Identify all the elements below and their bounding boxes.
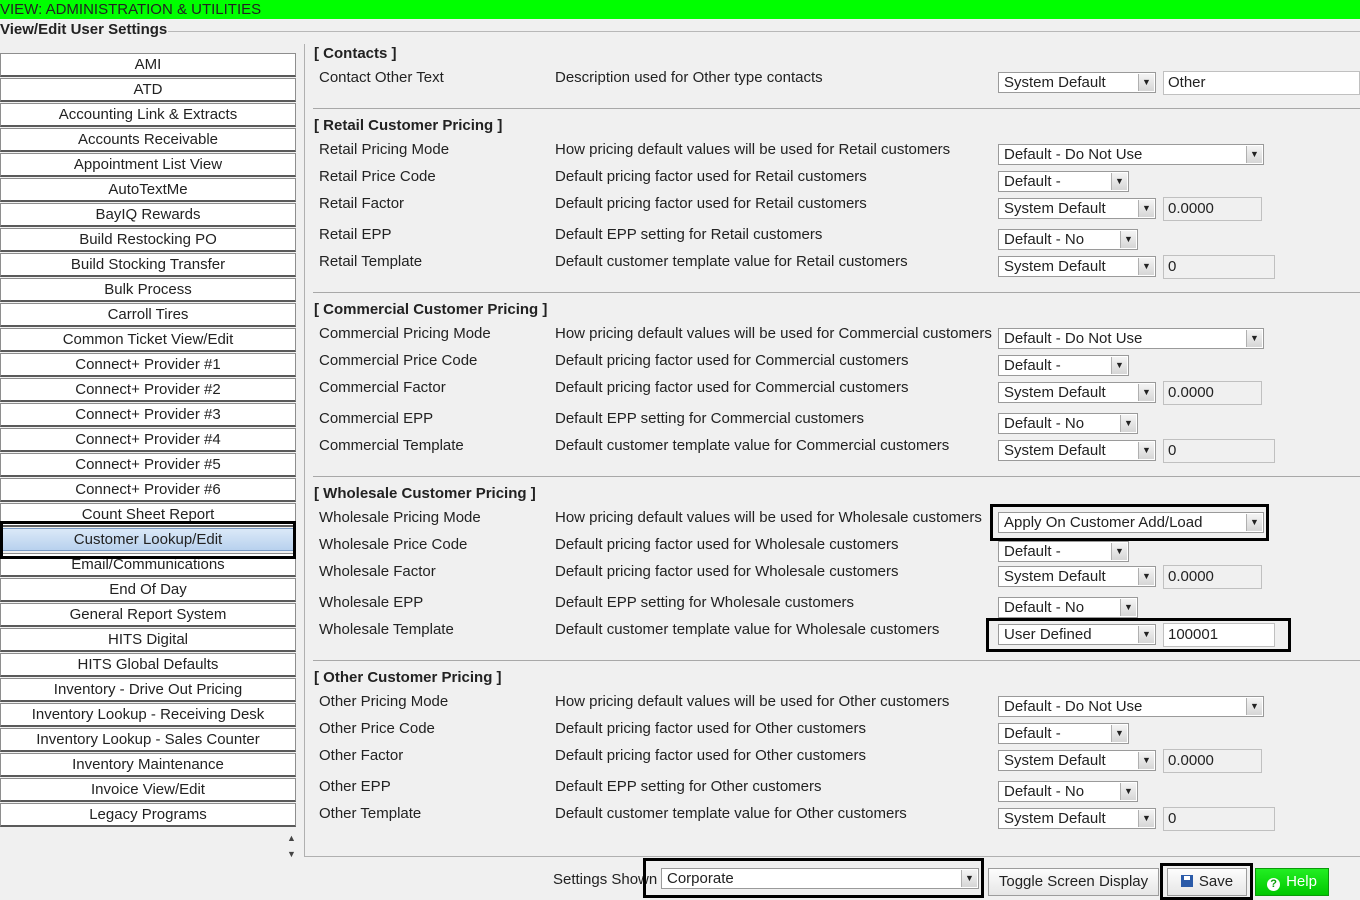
setting-label: Wholesale Template bbox=[319, 621, 454, 638]
other-factor-input[interactable]: 0.0000 bbox=[1163, 749, 1262, 773]
menu-item[interactable]: Inventory Lookup - Receiving Desk bbox=[0, 703, 296, 727]
menu-item[interactable]: Invoice View/Edit bbox=[0, 778, 296, 802]
setting-label: Commercial Template bbox=[319, 437, 464, 454]
setting-label: Commercial Price Code bbox=[319, 352, 478, 369]
wholesale-pricing-mode-select[interactable]: Apply On Customer Add/Load ▼ bbox=[998, 512, 1264, 533]
commercial-price-code-select[interactable]: Default - ▼ bbox=[998, 355, 1129, 376]
menu-item[interactable]: Inventory Maintenance bbox=[0, 753, 296, 777]
chevron-down-icon: ▼ bbox=[1120, 415, 1136, 432]
settings-shown-highlight bbox=[643, 858, 984, 898]
wholesale-factor-select[interactable]: System Default ▼ bbox=[998, 566, 1156, 587]
setting-label: Other Template bbox=[319, 805, 422, 822]
commercial-template-select[interactable]: System Default ▼ bbox=[998, 440, 1156, 461]
menu-item[interactable]: Connect+ Provider #4 bbox=[0, 428, 296, 452]
setting-description: Default EPP setting for Other customers bbox=[555, 778, 822, 795]
section-title-other: [ Other Customer Pricing ] bbox=[314, 669, 502, 686]
menu-item[interactable]: ATD bbox=[0, 78, 296, 102]
setting-description: Default pricing factor used for Other customers bbox=[555, 747, 866, 764]
setting-description: Default EPP setting for Retail customers bbox=[555, 226, 823, 243]
other-pricing-mode-select[interactable]: Default - Do Not Use ▼ bbox=[998, 696, 1264, 717]
retail-factor-input[interactable]: 0.0000 bbox=[1163, 197, 1262, 221]
section-title-retail: [ Retail Customer Pricing ] bbox=[314, 117, 503, 134]
help-button-label: Help bbox=[1286, 873, 1317, 890]
setting-description: Default pricing factor used for Commercial customers bbox=[555, 379, 909, 396]
other-price-code-select[interactable]: Default - ▼ bbox=[998, 723, 1129, 744]
setting-description: How pricing default values will be used for Other customers bbox=[555, 693, 950, 710]
menu-item[interactable]: Connect+ Provider #5 bbox=[0, 453, 296, 477]
section-title-commercial: [ Commercial Customer Pricing ] bbox=[314, 301, 548, 318]
chevron-down-icon: ▼ bbox=[1246, 330, 1262, 347]
menu-item[interactable]: BayIQ Rewards bbox=[0, 203, 296, 227]
setting-label: Other Pricing Mode bbox=[319, 693, 449, 710]
menu-item[interactable]: Inventory Lookup - Sales Counter bbox=[0, 728, 296, 752]
retail-template-select[interactable]: System Default ▼ bbox=[998, 256, 1156, 277]
chevron-down-icon: ▼ bbox=[1246, 698, 1262, 715]
setting-label: Retail Pricing Mode bbox=[319, 141, 450, 158]
setting-description: Default customer template value for Other customers bbox=[555, 805, 907, 822]
chevron-down-icon: ▼ bbox=[1138, 626, 1154, 643]
contact-other-text-input[interactable]: Other bbox=[1163, 71, 1360, 95]
setting-description: How pricing default values will be used for Retail customers bbox=[555, 141, 951, 158]
chevron-down-icon: ▼ bbox=[1138, 200, 1154, 217]
menu-item[interactable]: Carroll Tires bbox=[0, 303, 296, 327]
menu-item[interactable]: Accounts Receivable bbox=[0, 128, 296, 152]
menu-item[interactable]: HITS Global Defaults bbox=[0, 653, 296, 677]
menu-item[interactable]: Build Restocking PO bbox=[0, 228, 296, 252]
chevron-down-icon: ▼ bbox=[1111, 357, 1127, 374]
menu-item[interactable]: HITS Digital bbox=[0, 628, 296, 652]
contact-other-text-select[interactable]: System Default ▼ bbox=[998, 72, 1156, 93]
save-button-label: Save bbox=[1198, 873, 1234, 890]
setting-label: Wholesale Factor bbox=[319, 563, 436, 580]
section-divider bbox=[313, 292, 1360, 293]
help-icon: ? bbox=[1267, 878, 1280, 891]
chevron-down-icon: ▼ bbox=[1246, 146, 1262, 163]
setting-description: Default pricing factor used for Wholesale customers bbox=[555, 536, 899, 553]
chevron-down-icon: ▼ bbox=[1120, 783, 1136, 800]
setting-label: Contact Other Text bbox=[319, 69, 444, 86]
setting-label: Retail Price Code bbox=[319, 168, 436, 185]
settings-shown-label: Settings Shown bbox=[553, 871, 658, 888]
scroll-up-arrow-icon[interactable]: ▲ bbox=[287, 833, 296, 843]
setting-label: Other EPP bbox=[319, 778, 391, 795]
setting-description: Default pricing factor used for Retail customers bbox=[555, 195, 867, 212]
chevron-down-icon: ▼ bbox=[1138, 258, 1154, 275]
menu-item[interactable]: Count Sheet Report bbox=[0, 503, 296, 527]
help-button[interactable] bbox=[1255, 868, 1329, 896]
menu-item[interactable]: Email/Communications bbox=[0, 553, 296, 577]
other-template-select[interactable]: System Default ▼ bbox=[998, 808, 1156, 829]
chevron-down-icon: ▼ bbox=[1138, 74, 1154, 91]
menu-item[interactable]: Bulk Process bbox=[0, 278, 296, 302]
chevron-down-icon: ▼ bbox=[1138, 568, 1154, 585]
setting-description: Default pricing factor used for Other customers bbox=[555, 720, 866, 737]
chevron-down-icon: ▼ bbox=[1111, 173, 1127, 190]
setting-description: Default customer template value for Commercial customers bbox=[555, 437, 950, 454]
setting-description: Default customer template value for Retail customers bbox=[555, 253, 908, 270]
view-title-bar: VIEW: ADMINISTRATION & UTILITIES bbox=[0, 0, 1360, 19]
retail-pricing-mode-select[interactable]: Default - Do Not Use ▼ bbox=[998, 144, 1264, 165]
section-divider bbox=[313, 476, 1360, 477]
title-divider bbox=[168, 31, 1360, 32]
menu-item[interactable]: Connect+ Provider #1 bbox=[0, 353, 296, 377]
chevron-down-icon: ▼ bbox=[1138, 384, 1154, 401]
setting-description: How pricing default values will be used for Commercial customers bbox=[555, 325, 992, 342]
menu-item[interactable]: Connect+ Provider #6 bbox=[0, 478, 296, 502]
setting-description: Default pricing factor used for Commercial customers bbox=[555, 352, 909, 369]
menu-item[interactable]: Common Ticket View/Edit bbox=[0, 328, 296, 352]
menu-item[interactable]: AMI bbox=[0, 53, 296, 77]
menu-item[interactable]: Accounting Link & Extracts bbox=[0, 103, 296, 127]
menu-item[interactable]: Build Stocking Transfer bbox=[0, 253, 296, 277]
chevron-down-icon: ▼ bbox=[1111, 543, 1127, 560]
retail-price-code-select[interactable]: Default - ▼ bbox=[998, 171, 1129, 192]
wholesale-template-highlight bbox=[986, 618, 1291, 652]
chevron-down-icon: ▼ bbox=[1138, 752, 1154, 769]
setting-label: Other Price Code bbox=[319, 720, 435, 737]
retail-factor-select[interactable]: System Default ▼ bbox=[998, 198, 1156, 219]
other-factor-select[interactable]: System Default ▼ bbox=[998, 750, 1156, 771]
settings-shown-select[interactable]: Corporate ▼ bbox=[661, 868, 979, 889]
setting-description: Default customer template value for Wholesale customers bbox=[555, 621, 940, 638]
menu-item[interactable]: Inventory - Drive Out Pricing bbox=[0, 678, 296, 702]
commercial-template-input[interactable]: 0 bbox=[1163, 439, 1275, 463]
retail-epp-select[interactable]: Default - No ▼ bbox=[998, 229, 1138, 250]
chevron-down-icon: ▼ bbox=[1111, 725, 1127, 742]
setting-description: Default EPP setting for Commercial customers bbox=[555, 410, 865, 427]
chevron-down-icon: ▼ bbox=[1120, 599, 1136, 616]
commercial-epp-select[interactable]: Default - No ▼ bbox=[998, 413, 1138, 434]
setting-label: Wholesale Pricing Mode bbox=[319, 509, 481, 526]
save-button-highlight bbox=[1160, 863, 1253, 900]
chevron-down-icon: ▼ bbox=[1120, 231, 1136, 248]
setting-label: Commercial Pricing Mode bbox=[319, 325, 491, 342]
section-title-contacts: [ Contacts ] bbox=[314, 45, 397, 62]
wholesale-template-select[interactable]: User Defined ▼ bbox=[998, 624, 1156, 645]
wholesale-price-code-select[interactable]: Default - ▼ bbox=[998, 541, 1129, 562]
setting-label: Commercial Factor bbox=[319, 379, 446, 396]
setting-description: How pricing default values will be used for Wholesale customers bbox=[555, 509, 982, 526]
selected-item-highlight bbox=[0, 521, 296, 559]
setting-label: Retail EPP bbox=[319, 226, 392, 243]
setting-label: Other Factor bbox=[319, 747, 404, 764]
setting-description: Description used for Other type contacts bbox=[555, 69, 823, 86]
menu-item[interactable]: Connect+ Provider #2 bbox=[0, 378, 296, 402]
chevron-down-icon: ▼ bbox=[1138, 810, 1154, 827]
setting-label: Retail Factor bbox=[319, 195, 405, 212]
section-divider bbox=[313, 108, 1360, 109]
retail-template-input[interactable]: 0 bbox=[1163, 255, 1275, 279]
other-template-input[interactable]: 0 bbox=[1163, 807, 1275, 831]
commercial-pricing-mode-select[interactable]: Default - Do Not Use ▼ bbox=[998, 328, 1264, 349]
wholesale-epp-select[interactable]: Default - No ▼ bbox=[998, 597, 1138, 618]
menu-item[interactable]: Customer Lookup/Edit bbox=[0, 528, 296, 551]
scroll-down-arrow-icon[interactable]: ▼ bbox=[287, 849, 296, 859]
setting-label: Commercial EPP bbox=[319, 410, 434, 427]
menu-item[interactable]: End Of Day bbox=[0, 578, 296, 602]
chevron-down-icon: ▼ bbox=[1246, 514, 1262, 531]
toggle-screen-display-button[interactable]: Toggle Screen Display bbox=[988, 868, 1159, 896]
chevron-down-icon: ▼ bbox=[961, 870, 977, 887]
wholesale-factor-input[interactable]: 0.0000 bbox=[1163, 565, 1262, 589]
menu-item[interactable]: Legacy Programs bbox=[0, 803, 296, 827]
setting-description: Default pricing factor used for Retail customers bbox=[555, 168, 867, 185]
menu-item[interactable]: General Report System bbox=[0, 603, 296, 627]
other-epp-select[interactable]: Default - No ▼ bbox=[998, 781, 1138, 802]
setting-label: Retail Template bbox=[319, 253, 423, 270]
menu-item[interactable]: Appointment List View bbox=[0, 153, 296, 177]
wholesale-mode-highlight bbox=[990, 504, 1269, 541]
page-title: View/Edit User Settings bbox=[0, 21, 168, 38]
section-title-wholesale: [ Wholesale Customer Pricing ] bbox=[314, 485, 536, 502]
setting-label: Wholesale EPP bbox=[319, 594, 424, 611]
menu-item[interactable]: Connect+ Provider #3 bbox=[0, 403, 296, 427]
commercial-factor-input[interactable]: 0.0000 bbox=[1163, 381, 1262, 405]
wholesale-template-input[interactable]: 100001 bbox=[1163, 623, 1275, 647]
setting-label: Wholesale Price Code bbox=[319, 536, 468, 553]
menu-item[interactable]: AutoTextMe bbox=[0, 178, 296, 202]
commercial-factor-select[interactable]: System Default ▼ bbox=[998, 382, 1156, 403]
section-divider bbox=[313, 660, 1360, 661]
chevron-down-icon: ▼ bbox=[1138, 442, 1154, 459]
setting-description: Default EPP setting for Wholesale customers bbox=[555, 594, 855, 611]
setting-description: Default pricing factor used for Wholesale customers bbox=[555, 563, 899, 580]
